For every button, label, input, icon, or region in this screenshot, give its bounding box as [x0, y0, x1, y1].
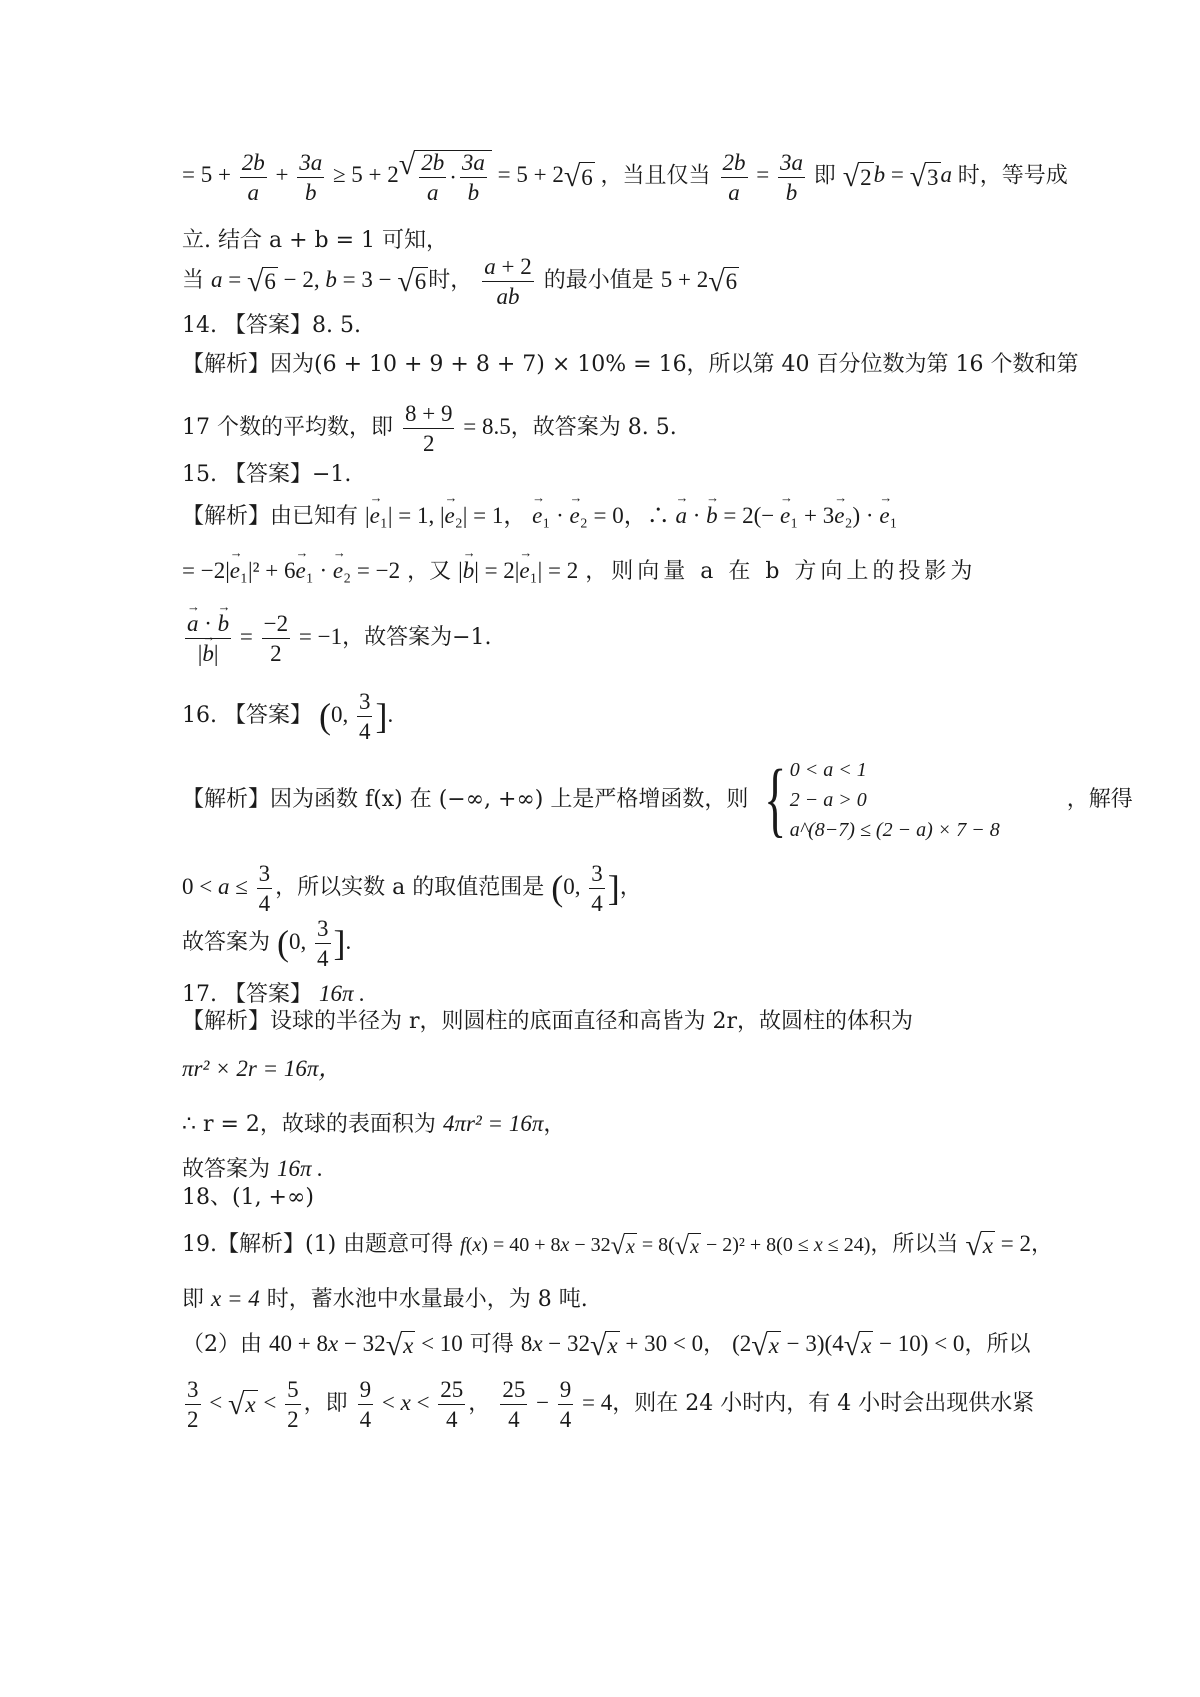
- q19-root-range: $\frac{3}{2}$ < √ x < $\frac{5}{2}$: [187, 1377, 299, 1432]
- q16-analysis-line-2: [182, 862, 1050, 915]
- q15-also-text: ，又: [407, 559, 452, 584]
- q17-surface-comma: ，: [543, 1112, 566, 1137]
- q19-analysis-line-1: [182, 1228, 1053, 1262]
- q19-x-range: $\frac{9}{4}$ < x < $\frac{25}{4}$: [359, 1377, 464, 1432]
- q17-answer-label: 17. 【答案】: [182, 982, 312, 1007]
- inequality-expression: = 5 + $\frac{2b}{a}$ + $\frac{3a}{b}$ ≥ 5 + 2 √ $\frac{2b}{a}$ · $\frac{3a}{b}$ = 5 + 2 √ 6: [182, 148, 593, 205]
- q16-answer-interval: (0, $\frac{3}{4}$ ].: [318, 689, 394, 744]
- q19-part2-text: （2）由: [182, 1332, 262, 1357]
- q19-factored-inequality: (2 √ x − 3)(4 √ x − 10) < 0: [732, 1328, 965, 1362]
- q19-ie-text-2: ，即: [303, 1390, 348, 1416]
- q16-inequality-system: { 0 < a < 1 2 − a > 0 a^(8−7) ≤ (2 − a) × 7 − 8: [764, 753, 1000, 846]
- q19-part1-text: 19.【解析】(1) 由题意可得: [182, 1232, 454, 1257]
- q16-solve-text: ，解得: [1066, 787, 1133, 812]
- q19-function-expression: f(x) = 40 + 8x − 32 √ x = 8( √ x − 2)² + 8(0 ≤ x ≤ 24): [460, 1231, 871, 1261]
- q16-conclusion-text: 故答案为: [182, 929, 271, 955]
- q19-comma-2: ，: [703, 1332, 726, 1357]
- q19-derive-text: 可得: [469, 1332, 514, 1357]
- q17-analysis-line-4: [182, 1155, 1050, 1183]
- q19-when-text: ，所以当: [870, 1232, 959, 1257]
- q19-therefore-text: ，所以: [964, 1332, 1031, 1357]
- solution-line-2: 立. 结合 a + b = 1 可知，: [182, 228, 449, 253]
- q17-conclusion-value: 16π .: [277, 1156, 324, 1181]
- q16-answer: [182, 690, 1050, 743]
- minimum-value: 5 + 2 √ 6: [660, 264, 738, 298]
- q19-conclusion-text: ，则在 24 小时内，有 4 小时会出现供水紧: [612, 1390, 1035, 1416]
- q19-minimum-text: 时，蓄水池中水量最小，为 8 吨.: [266, 1287, 588, 1312]
- q19-comma-3: ，: [468, 1390, 491, 1416]
- q18-answer: 18、(1, +∞): [182, 1185, 314, 1210]
- q19-analysis-line-2: [182, 1285, 1050, 1313]
- q16-range-interval: (0, $\frac{3}{4}$ ]: [551, 861, 620, 916]
- q14-answer: 14. 【答案】8. 5.: [182, 313, 361, 338]
- when-text: 当: [182, 267, 205, 293]
- q16-monotonic-text: 【解析】因为函数 f(x) 在 (−∞, +∞) 上是严格增函数，则: [182, 787, 749, 812]
- q16-conclusion-interval: (0, $\frac{3}{4}$ ].: [277, 916, 352, 971]
- q19-x-value: x = 4: [211, 1286, 260, 1311]
- q14-analysis-line-2: [182, 402, 1050, 455]
- solution-line-3: [182, 255, 1050, 308]
- q16-analysis-line-1: [182, 753, 1133, 846]
- equality-condition-expression: $\frac{2b}{a}$ = $\frac{3a}{b}$: [722, 149, 803, 205]
- q19-analysis-line-3: [182, 1330, 1050, 1361]
- q17-analysis-line-3: [182, 1110, 1050, 1138]
- q14-conclusion: ，故答案为 8. 5.: [510, 414, 677, 440]
- q19-inequality-2: 8x − 32 √ x + 30 < 0: [520, 1328, 704, 1362]
- connector-text: 即: [813, 163, 836, 189]
- q15-analysis-line-1: [182, 502, 1050, 530]
- q15-norm-expression: |→ b| = 2|→ e₁| = 2: [458, 558, 578, 583]
- equality-condition-text: ，当且仅当: [600, 163, 711, 189]
- q17-analysis-line-1: 【解析】设球的半径为 r，则圆柱的底面直径和高皆为 2r，故圆柱的体积为: [182, 1009, 914, 1034]
- q19-inequality-1: 40 + 8x − 32 √ x < 10: [269, 1328, 463, 1362]
- q16-condition-2: 2 − a > 0: [789, 789, 867, 811]
- q19-analysis-line-4: [182, 1378, 1050, 1431]
- solution-line-1: [182, 148, 1068, 205]
- q15-analysis-line-2: [182, 557, 1050, 585]
- q16-range-comma: ，: [619, 874, 642, 900]
- q16-condition-1: 0 < a < 1: [789, 759, 867, 781]
- q15-analysis-line-3: [182, 612, 1050, 665]
- q16-answer-label: 16. 【答案】: [182, 702, 312, 728]
- q17-volume-expression: πr² × 2r = 16π，: [182, 1056, 342, 1081]
- q19-comma: ，: [1030, 1232, 1053, 1257]
- when-suffix: 时，: [428, 267, 473, 293]
- target-fraction: $\frac{a + 2}{ab}$: [484, 254, 532, 309]
- q17-surface-expression: 4πr² = 16π: [442, 1111, 544, 1136]
- q16-range-expression: 0 < a ≤ $\frac{3}{4}$: [182, 861, 271, 916]
- q17-answer-value: 16π .: [318, 981, 366, 1006]
- q14-analysis-line-1: 【解析】因为(6 + 10 + 9 + 8 + 7) × 10% = 16，所以第 40 百分位数为第 16 个数和第: [182, 352, 1079, 377]
- q14-avg-text: 17 个数的平均数，即: [182, 414, 393, 440]
- q17-answer: [182, 980, 1050, 1008]
- q15-dot-expression: = −2|→ e₁|² + 6→ e₁ · → e₂ = −2: [182, 558, 400, 583]
- q15-known-expression: |→ e₁| = 1, |→ e₂| = 1， → e₁ · → e₂ = 0，∴ → a · → b = 2(− → e₁ + 3→ e₂) · → e₁: [365, 503, 898, 528]
- q17-conclusion-text: 故答案为: [182, 1157, 271, 1182]
- minimum-text: 的最小值是: [543, 267, 654, 293]
- q19-ie-text: 即: [182, 1287, 205, 1312]
- q15-conclusion: ，故答案为−1.: [342, 624, 492, 650]
- q19-duration-expression: $\frac{25}{4}$ − $\frac{9}{4}$ = 4: [502, 1377, 613, 1432]
- q17-radius-text: ∴ r = 2，故球的表面积为: [182, 1112, 436, 1137]
- q16-analysis-line-3: [182, 917, 1050, 970]
- q14-avg-expression: $\frac{8 + 9}{2}$ = 8.5: [405, 401, 511, 456]
- sqrt-relation: √ 2 b = √ 3 a: [842, 160, 953, 194]
- q16-condition-3: a^(8−7) ≤ (2 − a) × 7 − 8: [789, 819, 1000, 841]
- q15-projection-expression: → $\frac{a \cdot \to b}{|\to b|}$ = $\frac{-2}{2}$ = −1: [182, 624, 342, 649]
- q15-known-text: 【解析】由已知有: [182, 504, 359, 529]
- equality-text: 时，等号成: [957, 163, 1068, 189]
- q15-projection-text: ，则向量 a 在 b 方向上的投影为: [585, 559, 977, 584]
- q16-range-text: ，所以实数 a 的取值范围是: [275, 874, 545, 900]
- value-expression: a = √ 6 − 2, b = 3 − √ 6: [211, 264, 427, 298]
- q15-answer: 15. 【答案】−1.: [182, 462, 352, 487]
- q19-root-condition: √ x = 2: [965, 1228, 1031, 1262]
